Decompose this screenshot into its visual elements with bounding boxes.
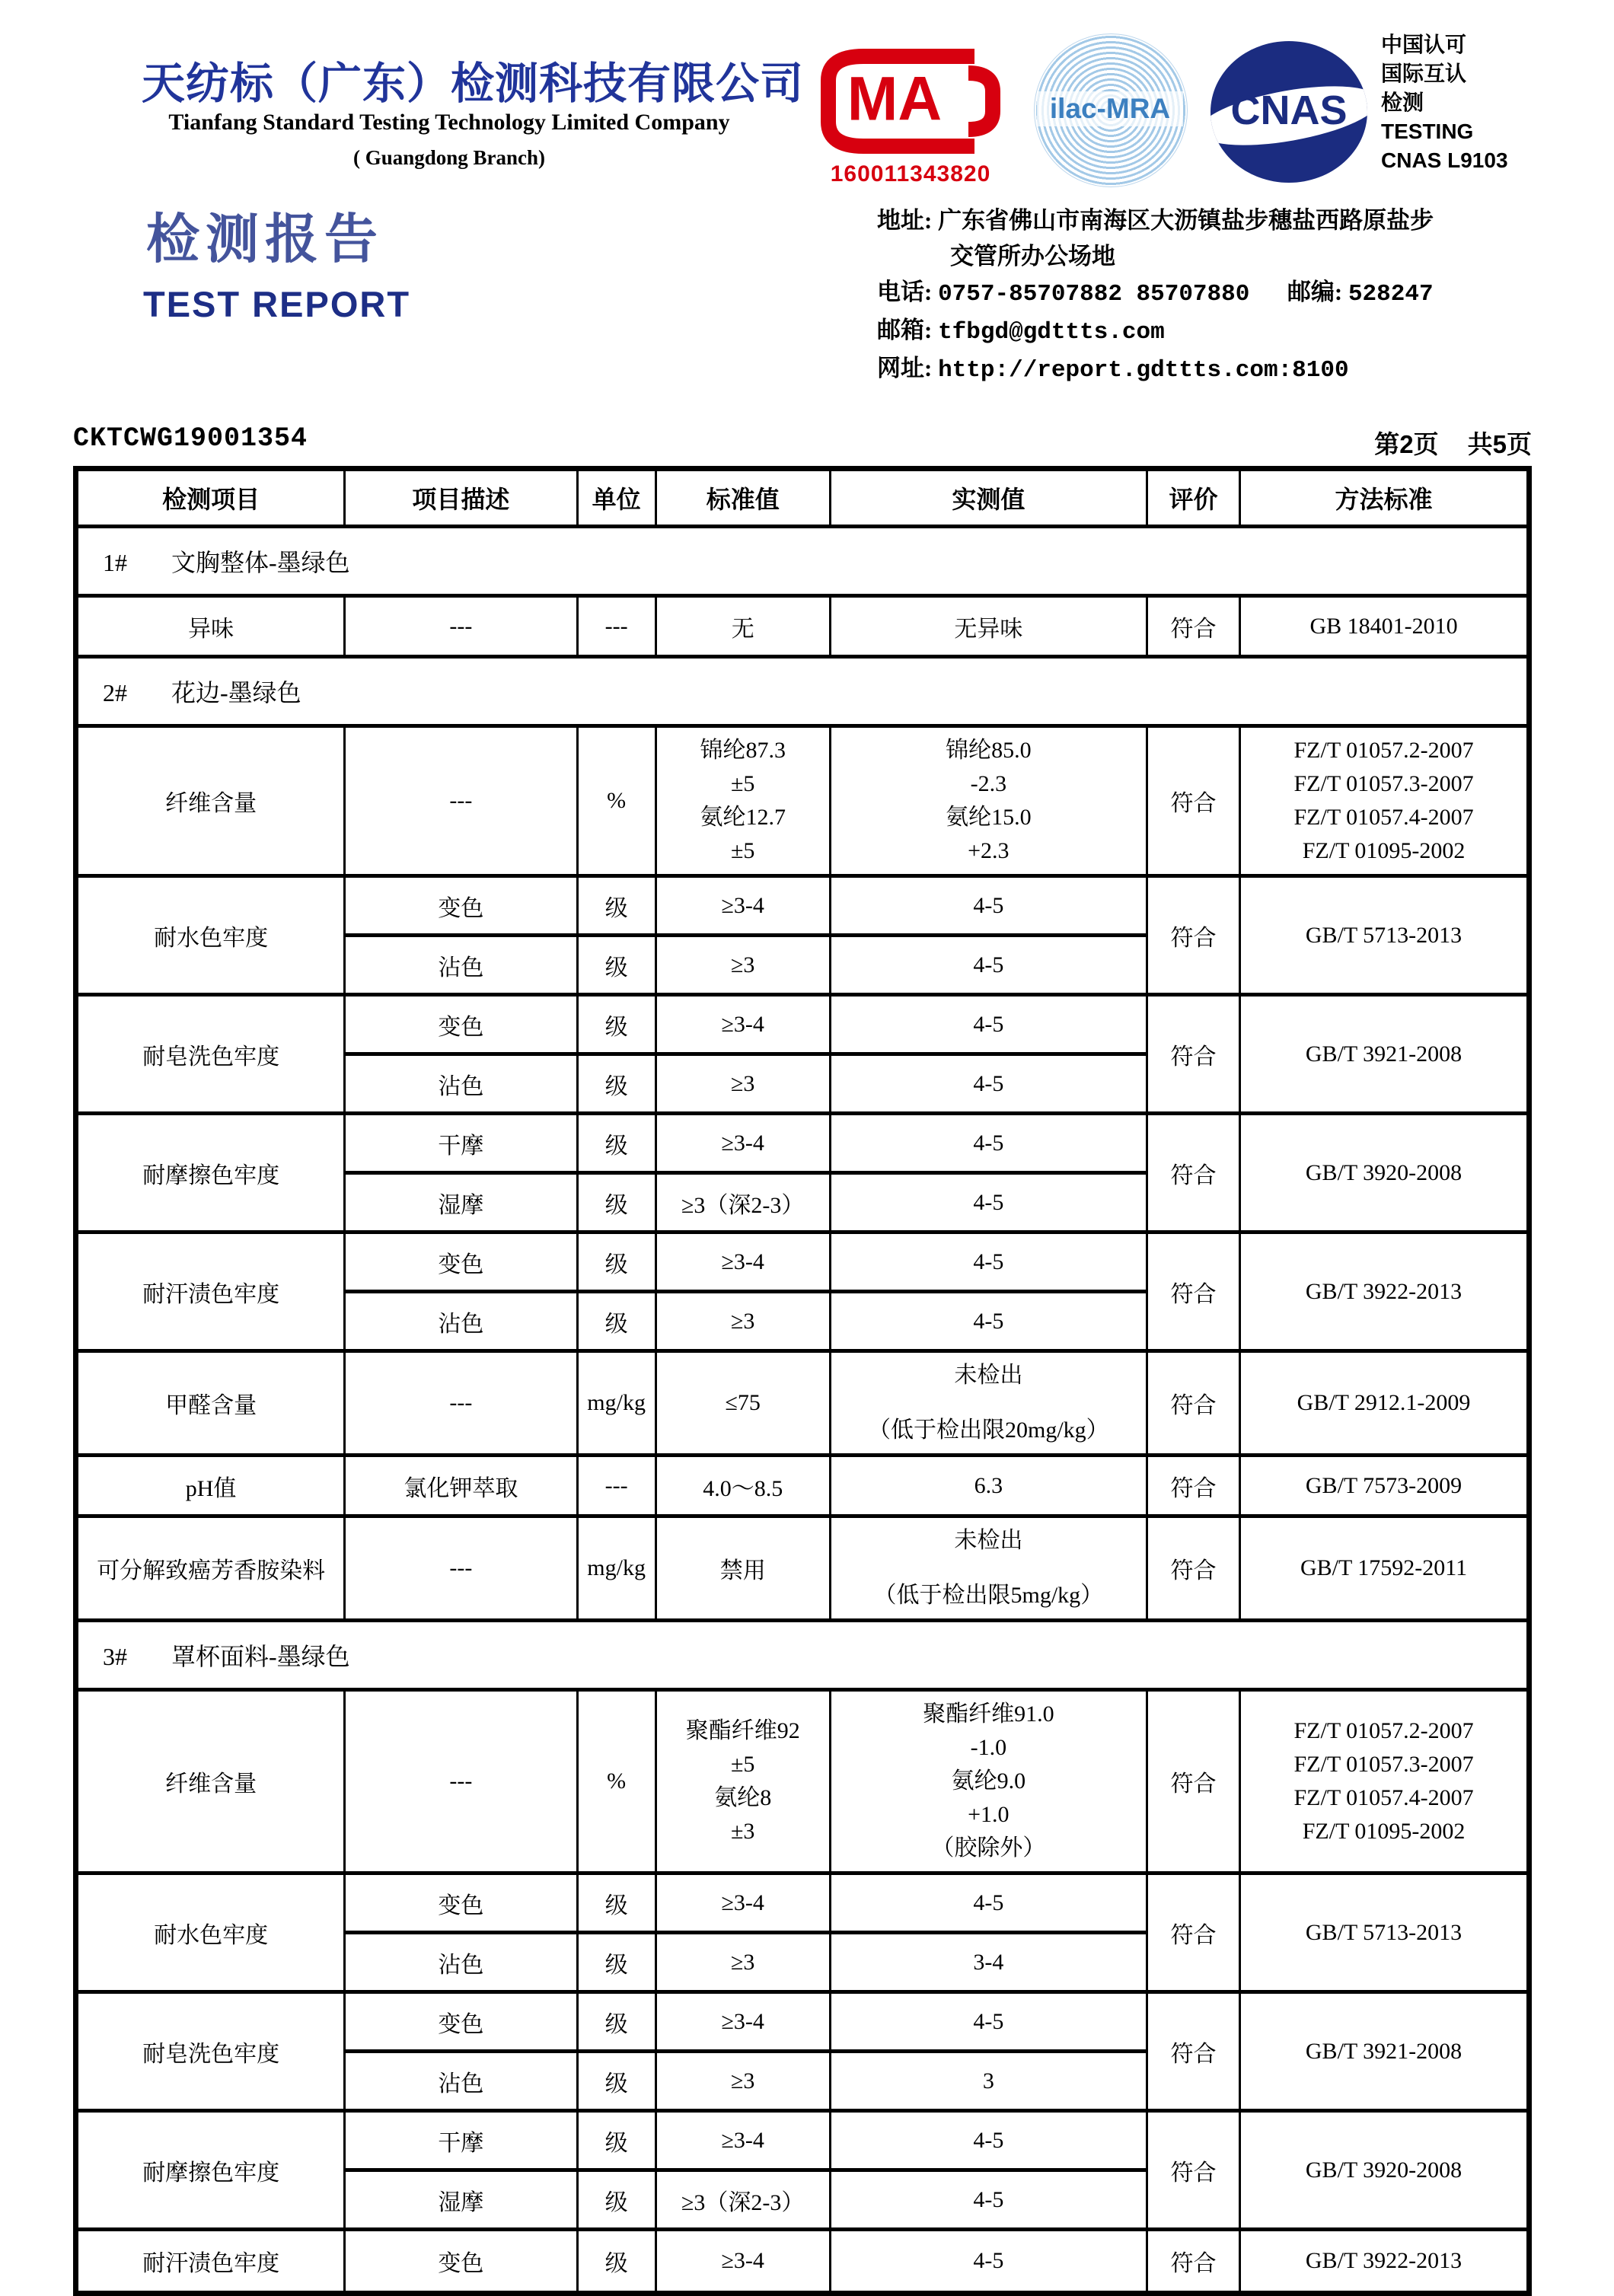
cell-test-item: 甲醛含量 bbox=[76, 1351, 345, 1456]
cell-description: 沾色 bbox=[345, 1933, 577, 1992]
address-value: 交管所办公场地 bbox=[950, 243, 1115, 269]
cell-line: +1.0 bbox=[968, 1802, 1010, 1827]
contact-email-line bbox=[877, 312, 1577, 350]
postcode-value: 528247 bbox=[1348, 281, 1434, 308]
cell-test-item: 可分解致癌芳香胺染料 bbox=[76, 1516, 345, 1621]
cell-lines bbox=[834, 1354, 1143, 1452]
results-table bbox=[73, 466, 1532, 2296]
cell-line: 氨纶12.7 bbox=[700, 805, 786, 830]
section-row bbox=[76, 1621, 1529, 1690]
cell-unit: % bbox=[577, 726, 655, 876]
cell-unit: --- bbox=[577, 596, 655, 657]
cell-standard-value bbox=[655, 1690, 830, 1873]
address-label: 地址: bbox=[877, 207, 933, 234]
cell-description: 变色 bbox=[345, 1873, 577, 1933]
cell-line: FZ/T 01057.2-2007 bbox=[1293, 738, 1474, 763]
cell-line: 锦纶85.0 bbox=[946, 738, 1032, 763]
company-name-en: Tianfang Standard Testing Technology Limited Company bbox=[168, 110, 730, 135]
cell-line: 聚酯纤维92 bbox=[685, 1718, 800, 1743]
postcode-label: 邮编: bbox=[1287, 279, 1343, 305]
cell-description: 变色 bbox=[345, 1233, 577, 1292]
cell-lines bbox=[834, 1520, 1143, 1617]
cell-lines bbox=[1244, 1710, 1523, 1853]
cell-measured-value: 4-5 bbox=[830, 936, 1147, 995]
accreditation-line: TESTING bbox=[1381, 120, 1474, 143]
cell-standard-value: ≥3-4 bbox=[655, 1114, 830, 1173]
section-name: 花边-墨绿色 bbox=[171, 679, 301, 706]
table-row bbox=[76, 1690, 1529, 1873]
col-header-evaluation: 评价 bbox=[1147, 469, 1239, 527]
cell-lines bbox=[834, 1693, 1143, 1870]
cell-description: 沾色 bbox=[345, 2052, 577, 2111]
cell-standard-value: ≤75 bbox=[655, 1351, 830, 1456]
address-value: 广东省佛山市南海区大沥镇盐步穗盐西路原盐步 bbox=[938, 207, 1434, 234]
cell-line: ±5 bbox=[730, 771, 755, 796]
cell-standard-value: ≥3-4 bbox=[655, 1233, 830, 1292]
page-total: 共5页 bbox=[1467, 430, 1532, 458]
cell-description: 氯化钾萃取 bbox=[345, 1456, 577, 1516]
cell-test-item: 异味 bbox=[76, 596, 345, 657]
cell-line: 氨纶9.0 bbox=[951, 1768, 1026, 1794]
cell-line: +2.3 bbox=[968, 838, 1010, 863]
accreditation-text bbox=[1381, 30, 1508, 175]
cell-test-item: 耐摩擦色牢度 bbox=[76, 2111, 345, 2230]
cell-test-item: 耐摩擦色牢度 bbox=[76, 1114, 345, 1233]
cell-line: 聚酯纤维91.0 bbox=[923, 1701, 1054, 1727]
company-name-cn: 天纺标（广东）检测科技有限公司 bbox=[142, 59, 804, 108]
cell-line: 氨纶15.0 bbox=[946, 805, 1032, 830]
cell-measured-value: 4-5 bbox=[830, 1292, 1147, 1351]
cell-unit: mg/kg bbox=[577, 1351, 655, 1456]
contact-address-line1 bbox=[877, 202, 1577, 238]
cell-test-item: 耐皂洗色牢度 bbox=[76, 995, 345, 1114]
cell-evaluation: 符合 bbox=[1147, 2111, 1239, 2230]
cnas-label: CNAS bbox=[1230, 88, 1348, 133]
section-name: 文胸整体-墨绿色 bbox=[171, 549, 350, 576]
cell-line: ±3 bbox=[730, 1819, 755, 1844]
table-row bbox=[76, 995, 1529, 1054]
cell-evaluation: 符合 bbox=[1147, 1873, 1239, 1992]
cell-description: 沾色 bbox=[345, 936, 577, 995]
cell-method-standard: GB/T 3922-2013 bbox=[1240, 1233, 1529, 1351]
cell-method-standard: GB/T 3920-2008 bbox=[1240, 2111, 1529, 2230]
col-header-method: 方法标准 bbox=[1240, 469, 1529, 527]
cell-evaluation: 符合 bbox=[1147, 2230, 1239, 2294]
cell-line: FZ/T 01057.4-2007 bbox=[1293, 1785, 1474, 1810]
cell-measured-value: 无异味 bbox=[830, 596, 1147, 657]
cell-standard-value: ≥3 bbox=[655, 1054, 830, 1114]
col-header-standard: 标准值 bbox=[655, 469, 830, 527]
cell-line: ±5 bbox=[730, 838, 755, 863]
cell-evaluation: 符合 bbox=[1147, 1516, 1239, 1621]
cell-measured-value: 4-5 bbox=[830, 1233, 1147, 1292]
cell-standard-value: ≥3 bbox=[655, 2052, 830, 2111]
cell-line: FZ/T 01095-2002 bbox=[1302, 838, 1466, 863]
cell-method-standard bbox=[1240, 1690, 1529, 1873]
cell-standard-value: ≥3（深2-3） bbox=[655, 2170, 830, 2230]
cell-measured-value: 4-5 bbox=[830, 2111, 1147, 2170]
cell-line: FZ/T 01057.2-2007 bbox=[1293, 1718, 1474, 1743]
section-cell bbox=[76, 1621, 1529, 1690]
cma-number: 160011343820 bbox=[830, 161, 991, 187]
cell-measured-value: 6.3 bbox=[830, 1456, 1147, 1516]
cell-unit: 级 bbox=[577, 876, 655, 936]
cell-description: --- bbox=[345, 1516, 577, 1621]
cell-measured-value bbox=[830, 1516, 1147, 1621]
cell-evaluation: 符合 bbox=[1147, 596, 1239, 657]
cell-description: --- bbox=[345, 1690, 577, 1873]
cell-measured-value: 3-4 bbox=[830, 1933, 1147, 1992]
cell-measured-value: 4-5 bbox=[830, 876, 1147, 936]
col-header-unit: 单位 bbox=[577, 469, 655, 527]
cell-measured-value: 4-5 bbox=[830, 1054, 1147, 1114]
cell-unit: 级 bbox=[577, 1992, 655, 2052]
cell-method-standard: GB/T 3922-2013 bbox=[1240, 2230, 1529, 2294]
cell-method-standard: GB/T 5713-2013 bbox=[1240, 1873, 1529, 1992]
cell-line: 锦纶87.3 bbox=[700, 738, 786, 763]
cell-description: 湿摩 bbox=[345, 1173, 577, 1233]
page-indicator bbox=[1374, 425, 1532, 461]
table-row bbox=[76, 876, 1529, 936]
cell-standard-value: ≥3-4 bbox=[655, 2230, 830, 2294]
cell-method-standard: GB/T 5713-2013 bbox=[1240, 876, 1529, 995]
cell-unit: 级 bbox=[577, 2170, 655, 2230]
cell-measured-value: 4-5 bbox=[830, 1992, 1147, 2052]
cell-line: 未检出 bbox=[954, 1363, 1023, 1388]
cell-unit: 级 bbox=[577, 936, 655, 995]
table-row bbox=[76, 1516, 1529, 1621]
section-cell bbox=[76, 527, 1529, 596]
cell-standard-value bbox=[655, 726, 830, 876]
cell-test-item: 耐水色牢度 bbox=[76, 876, 345, 995]
section-label: 1# bbox=[103, 549, 127, 576]
cell-description: 变色 bbox=[345, 2230, 577, 2294]
cell-test-item: 耐皂洗色牢度 bbox=[76, 1992, 345, 2111]
cell-description: --- bbox=[345, 1351, 577, 1456]
cell-test-item: 耐水色牢度 bbox=[76, 1873, 345, 1992]
cell-standard-value: 无 bbox=[655, 596, 830, 657]
contact-phone-line bbox=[877, 274, 1577, 312]
cell-method-standard: GB 18401-2010 bbox=[1240, 596, 1529, 657]
report-title-cn: 检测报告 bbox=[146, 211, 384, 269]
cell-line: ±5 bbox=[730, 1752, 755, 1777]
cell-description: 沾色 bbox=[345, 1292, 577, 1351]
cell-measured-value bbox=[830, 1690, 1147, 1873]
cell-measured-value: 4-5 bbox=[830, 1173, 1147, 1233]
table-row bbox=[76, 1456, 1529, 1516]
cell-measured-value: 4-5 bbox=[830, 2230, 1147, 2294]
cell-evaluation: 符合 bbox=[1147, 1456, 1239, 1516]
cell-measured-value: 4-5 bbox=[830, 2170, 1147, 2230]
cell-evaluation: 符合 bbox=[1147, 1114, 1239, 1233]
accreditation-line: 中国认可 bbox=[1381, 33, 1467, 56]
cma-letters: MA bbox=[847, 64, 943, 133]
cell-unit: 级 bbox=[577, 2230, 655, 2294]
cell-method-standard: GB/T 3921-2008 bbox=[1240, 995, 1529, 1114]
cell-standard-value: ≥3（深2-3） bbox=[655, 1173, 830, 1233]
cell-lines bbox=[1244, 729, 1523, 872]
cell-line: -1.0 bbox=[970, 1735, 1007, 1760]
col-header-measured: 实测值 bbox=[830, 469, 1147, 527]
cell-unit: 级 bbox=[577, 1933, 655, 1992]
cell-line: -2.3 bbox=[970, 771, 1007, 796]
cell-standard-value: ≥3-4 bbox=[655, 1992, 830, 2052]
col-header-desc: 项目描述 bbox=[345, 469, 577, 527]
company-branch: ( Guangdong Branch) bbox=[352, 146, 546, 169]
cell-unit: --- bbox=[577, 1456, 655, 1516]
cell-evaluation: 符合 bbox=[1147, 1233, 1239, 1351]
cell-measured-value bbox=[830, 1351, 1147, 1456]
cell-test-item: 耐汗渍色牢度 bbox=[76, 2230, 345, 2294]
page-current: 第2页 bbox=[1374, 430, 1439, 458]
cell-lines bbox=[660, 729, 826, 872]
cell-method-standard: GB/T 3921-2008 bbox=[1240, 1992, 1529, 2111]
cell-method-standard: GB/T 7573-2009 bbox=[1240, 1456, 1529, 1516]
cell-test-item: pH值 bbox=[76, 1456, 345, 1516]
cell-line: 氨纶8 bbox=[714, 1785, 772, 1810]
cell-line: 未检出 bbox=[954, 1528, 1023, 1553]
cell-line: （低于检出限20mg/kg） bbox=[867, 1417, 1109, 1443]
cell-test-item: 纤维含量 bbox=[76, 1690, 345, 1873]
table-row bbox=[76, 1873, 1529, 1933]
cell-description: 湿摩 bbox=[345, 2170, 577, 2230]
section-cell bbox=[76, 657, 1529, 726]
cell-measured-value bbox=[830, 726, 1147, 876]
phone-label: 电话: bbox=[877, 279, 933, 305]
accreditation-line: 检测 bbox=[1381, 91, 1424, 114]
cell-evaluation: 符合 bbox=[1147, 1992, 1239, 2111]
cell-description: 干摩 bbox=[345, 2111, 577, 2170]
cell-unit: 级 bbox=[577, 1114, 655, 1173]
table-row bbox=[76, 1114, 1529, 1173]
email-value: tfbgd@gdttts.com bbox=[938, 319, 1165, 346]
cell-standard-value: ≥3-4 bbox=[655, 1873, 830, 1933]
cell-method-standard bbox=[1240, 726, 1529, 876]
cell-description: --- bbox=[345, 596, 577, 657]
section-row bbox=[76, 657, 1529, 726]
cell-description: --- bbox=[345, 726, 577, 876]
email-label: 邮箱: bbox=[877, 317, 933, 343]
cell-measured-value: 4-5 bbox=[830, 995, 1147, 1054]
cell-description: 变色 bbox=[345, 876, 577, 936]
report-table-body bbox=[76, 527, 1529, 2294]
cell-evaluation: 符合 bbox=[1147, 726, 1239, 876]
cell-standard-value: ≥3 bbox=[655, 1933, 830, 1992]
cell-evaluation: 符合 bbox=[1147, 1690, 1239, 1873]
accreditation-line: CNAS L9103 bbox=[1381, 148, 1508, 172]
cell-unit: % bbox=[577, 1690, 655, 1873]
cell-standard-value: ≥3-4 bbox=[655, 2111, 830, 2170]
cell-unit: 级 bbox=[577, 1873, 655, 1933]
cell-lines bbox=[834, 729, 1143, 872]
table-row bbox=[76, 2111, 1529, 2170]
table-row bbox=[76, 1351, 1529, 1456]
cell-description: 变色 bbox=[345, 995, 577, 1054]
report-title-en: TEST REPORT bbox=[143, 284, 411, 324]
cell-standard-value: ≥3 bbox=[655, 936, 830, 995]
cell-standard-value: 4.0～8.5 bbox=[655, 1456, 830, 1516]
cell-method-standard: GB/T 2912.1-2009 bbox=[1240, 1351, 1529, 1456]
cell-test-item: 纤维含量 bbox=[76, 726, 345, 876]
cell-unit: 级 bbox=[577, 2052, 655, 2111]
table-row bbox=[76, 596, 1529, 657]
cell-unit: 级 bbox=[577, 1292, 655, 1351]
cell-unit: 级 bbox=[577, 1054, 655, 1114]
cell-test-item: 耐汗渍色牢度 bbox=[76, 1233, 345, 1351]
cell-evaluation: 符合 bbox=[1147, 995, 1239, 1114]
table-row bbox=[76, 1992, 1529, 2052]
cell-standard-value: ≥3-4 bbox=[655, 876, 830, 936]
section-row bbox=[76, 527, 1529, 596]
col-header-item: 检测项目 bbox=[76, 469, 345, 527]
cell-measured-value: 4-5 bbox=[830, 1114, 1147, 1173]
cell-unit: 级 bbox=[577, 995, 655, 1054]
cell-lines bbox=[660, 1710, 826, 1853]
cell-unit: 级 bbox=[577, 1173, 655, 1233]
cell-unit: 级 bbox=[577, 1233, 655, 1292]
cell-evaluation: 符合 bbox=[1147, 1351, 1239, 1456]
table-header-row bbox=[76, 469, 1529, 527]
contact-address-line2 bbox=[877, 238, 1577, 274]
cell-unit: 级 bbox=[577, 2111, 655, 2170]
cell-measured-value: 4-5 bbox=[830, 1873, 1147, 1933]
cell-description: 干摩 bbox=[345, 1114, 577, 1173]
cell-line: FZ/T 01057.4-2007 bbox=[1293, 805, 1474, 830]
web-label: 网址: bbox=[877, 355, 933, 381]
cell-method-standard: GB/T 3920-2008 bbox=[1240, 1114, 1529, 1233]
table-row bbox=[76, 726, 1529, 876]
cell-line: FZ/T 01057.3-2007 bbox=[1293, 1752, 1474, 1777]
section-label: 2# bbox=[103, 679, 127, 706]
cell-description: 沾色 bbox=[345, 1054, 577, 1114]
cell-standard-value: ≥3 bbox=[655, 1292, 830, 1351]
cell-measured-value: 3 bbox=[830, 2052, 1147, 2111]
report-number: CKTCWG19001354 bbox=[73, 423, 308, 454]
phone-value: 0757-85707882 85707880 bbox=[938, 281, 1250, 308]
cell-line: FZ/T 01095-2002 bbox=[1302, 1819, 1466, 1844]
cell-unit: mg/kg bbox=[577, 1516, 655, 1621]
ilac-mra-label: ilac-MRA bbox=[1037, 91, 1183, 126]
cell-line: （胶除外） bbox=[931, 1835, 1046, 1861]
section-label: 3# bbox=[103, 1643, 127, 1670]
contact-block bbox=[877, 202, 1577, 388]
contact-web-line bbox=[877, 350, 1577, 388]
accreditation-line: 国际互认 bbox=[1381, 62, 1467, 85]
cell-line: （低于检出限5mg/kg） bbox=[873, 1583, 1104, 1608]
cell-evaluation: 符合 bbox=[1147, 876, 1239, 995]
cell-description: 变色 bbox=[345, 1992, 577, 2052]
section-name: 罩杯面料-墨绿色 bbox=[171, 1643, 350, 1670]
cell-standard-value: ≥3-4 bbox=[655, 995, 830, 1054]
cell-line: FZ/T 01057.3-2007 bbox=[1293, 771, 1474, 796]
table-row bbox=[76, 1233, 1529, 1292]
cell-standard-value: 禁用 bbox=[655, 1516, 830, 1621]
web-value: http://report.gdttts.com:8100 bbox=[938, 357, 1349, 384]
cell-method-standard: GB/T 17592-2011 bbox=[1240, 1516, 1529, 1621]
